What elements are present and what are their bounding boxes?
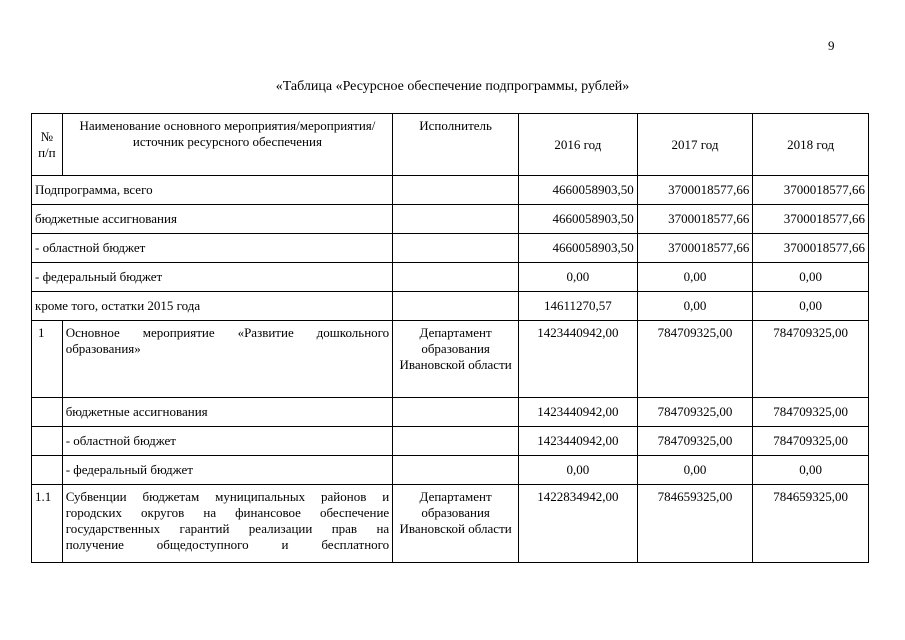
table-row xyxy=(32,485,869,563)
value-2018: 0,00 xyxy=(753,263,869,292)
value-2017: 784709325,00 xyxy=(637,427,753,456)
table-row xyxy=(32,321,869,398)
row-label-line: получение общедоступного и бесплатного xyxy=(65,537,390,552)
resource-table xyxy=(31,113,869,563)
value-2018: 3700018577,66 xyxy=(753,234,869,263)
header-2017: 2017 год xyxy=(637,114,753,176)
row-executor xyxy=(393,292,519,321)
row-label: бюджетные ассигнования xyxy=(32,205,393,234)
row-label xyxy=(62,485,393,563)
value-2017: 3700018577,66 xyxy=(637,176,753,205)
row-number xyxy=(32,427,63,456)
value-2017: 784709325,00 xyxy=(637,398,753,427)
row-label: Основное мероприятие «Развитие дошкольного образования» xyxy=(62,321,393,398)
value-2017: 784659325,00 xyxy=(637,485,753,563)
value-2017: 784709325,00 xyxy=(637,321,753,398)
value-2016: 1423440942,00 xyxy=(519,321,638,398)
row-number: 1 xyxy=(32,321,63,398)
value-2016: 0,00 xyxy=(519,456,638,485)
value-2016: 14611270,57 xyxy=(519,292,638,321)
table-row xyxy=(32,234,869,263)
row-executor xyxy=(393,176,519,205)
table-row xyxy=(32,263,869,292)
row-executor: Департамент образования Ивановской области xyxy=(393,485,519,563)
header-executor: Исполнитель xyxy=(393,114,519,176)
table-row xyxy=(32,205,869,234)
row-label: - областной бюджет xyxy=(62,427,393,456)
value-2017: 0,00 xyxy=(637,456,753,485)
value-2017: 0,00 xyxy=(637,292,753,321)
table-row xyxy=(32,398,869,427)
row-number xyxy=(32,398,63,427)
row-executor xyxy=(393,398,519,427)
value-2018: 0,00 xyxy=(753,456,869,485)
row-label: кроме того, остатки 2015 года xyxy=(32,292,393,321)
row-executor xyxy=(393,456,519,485)
page-number: 9 xyxy=(828,38,835,53)
table-header-row xyxy=(32,114,869,176)
value-2016: 1422834942,00 xyxy=(519,485,638,563)
header-2016: 2016 год xyxy=(519,114,638,176)
value-2016: 1423440942,00 xyxy=(519,427,638,456)
header-name: Наименование основного мероприятия/мероприятия/ источник ресурсного обеспечения xyxy=(62,114,393,176)
row-number xyxy=(32,456,63,485)
value-2018: 3700018577,66 xyxy=(753,205,869,234)
row-executor xyxy=(393,205,519,234)
table-caption: «Таблица «Ресурсное обеспечение подпрограммы, рублей» xyxy=(275,79,630,94)
value-2018: 784709325,00 xyxy=(753,321,869,398)
value-2018: 784709325,00 xyxy=(753,398,869,427)
table-row xyxy=(32,176,869,205)
value-2016: 1423440942,00 xyxy=(519,398,638,427)
row-label-line: городских округов на финансовое обеспечение xyxy=(65,505,390,520)
table-row xyxy=(32,292,869,321)
row-label-line: государственных гарантий реализации прав на xyxy=(65,521,390,536)
row-label: бюджетные ассигнования xyxy=(62,398,393,427)
row-label: - федеральный бюджет xyxy=(32,263,393,292)
row-label: - федеральный бюджет xyxy=(62,456,393,485)
row-label: - областной бюджет xyxy=(32,234,393,263)
header-no: № п/п xyxy=(32,114,63,176)
value-2017: 3700018577,66 xyxy=(637,234,753,263)
row-label: Подпрограмма, всего xyxy=(32,176,393,205)
row-number: 1.1 xyxy=(32,485,63,563)
value-2016: 4660058903,50 xyxy=(519,176,638,205)
value-2017: 3700018577,66 xyxy=(637,205,753,234)
value-2018: 3700018577,66 xyxy=(753,176,869,205)
value-2017: 0,00 xyxy=(637,263,753,292)
value-2018: 784709325,00 xyxy=(753,427,869,456)
table-row xyxy=(32,427,869,456)
row-executor xyxy=(393,427,519,456)
row-executor: Департамент образования Ивановской области xyxy=(393,321,519,398)
row-label-line: Субвенции бюджетам муниципальных районов и xyxy=(65,489,390,504)
table-row xyxy=(32,456,869,485)
value-2016: 4660058903,50 xyxy=(519,234,638,263)
row-executor xyxy=(393,263,519,292)
row-executor xyxy=(393,234,519,263)
header-2018: 2018 год xyxy=(753,114,869,176)
value-2016: 4660058903,50 xyxy=(519,205,638,234)
value-2016: 0,00 xyxy=(519,263,638,292)
value-2018: 0,00 xyxy=(753,292,869,321)
value-2018: 784659325,00 xyxy=(753,485,869,563)
